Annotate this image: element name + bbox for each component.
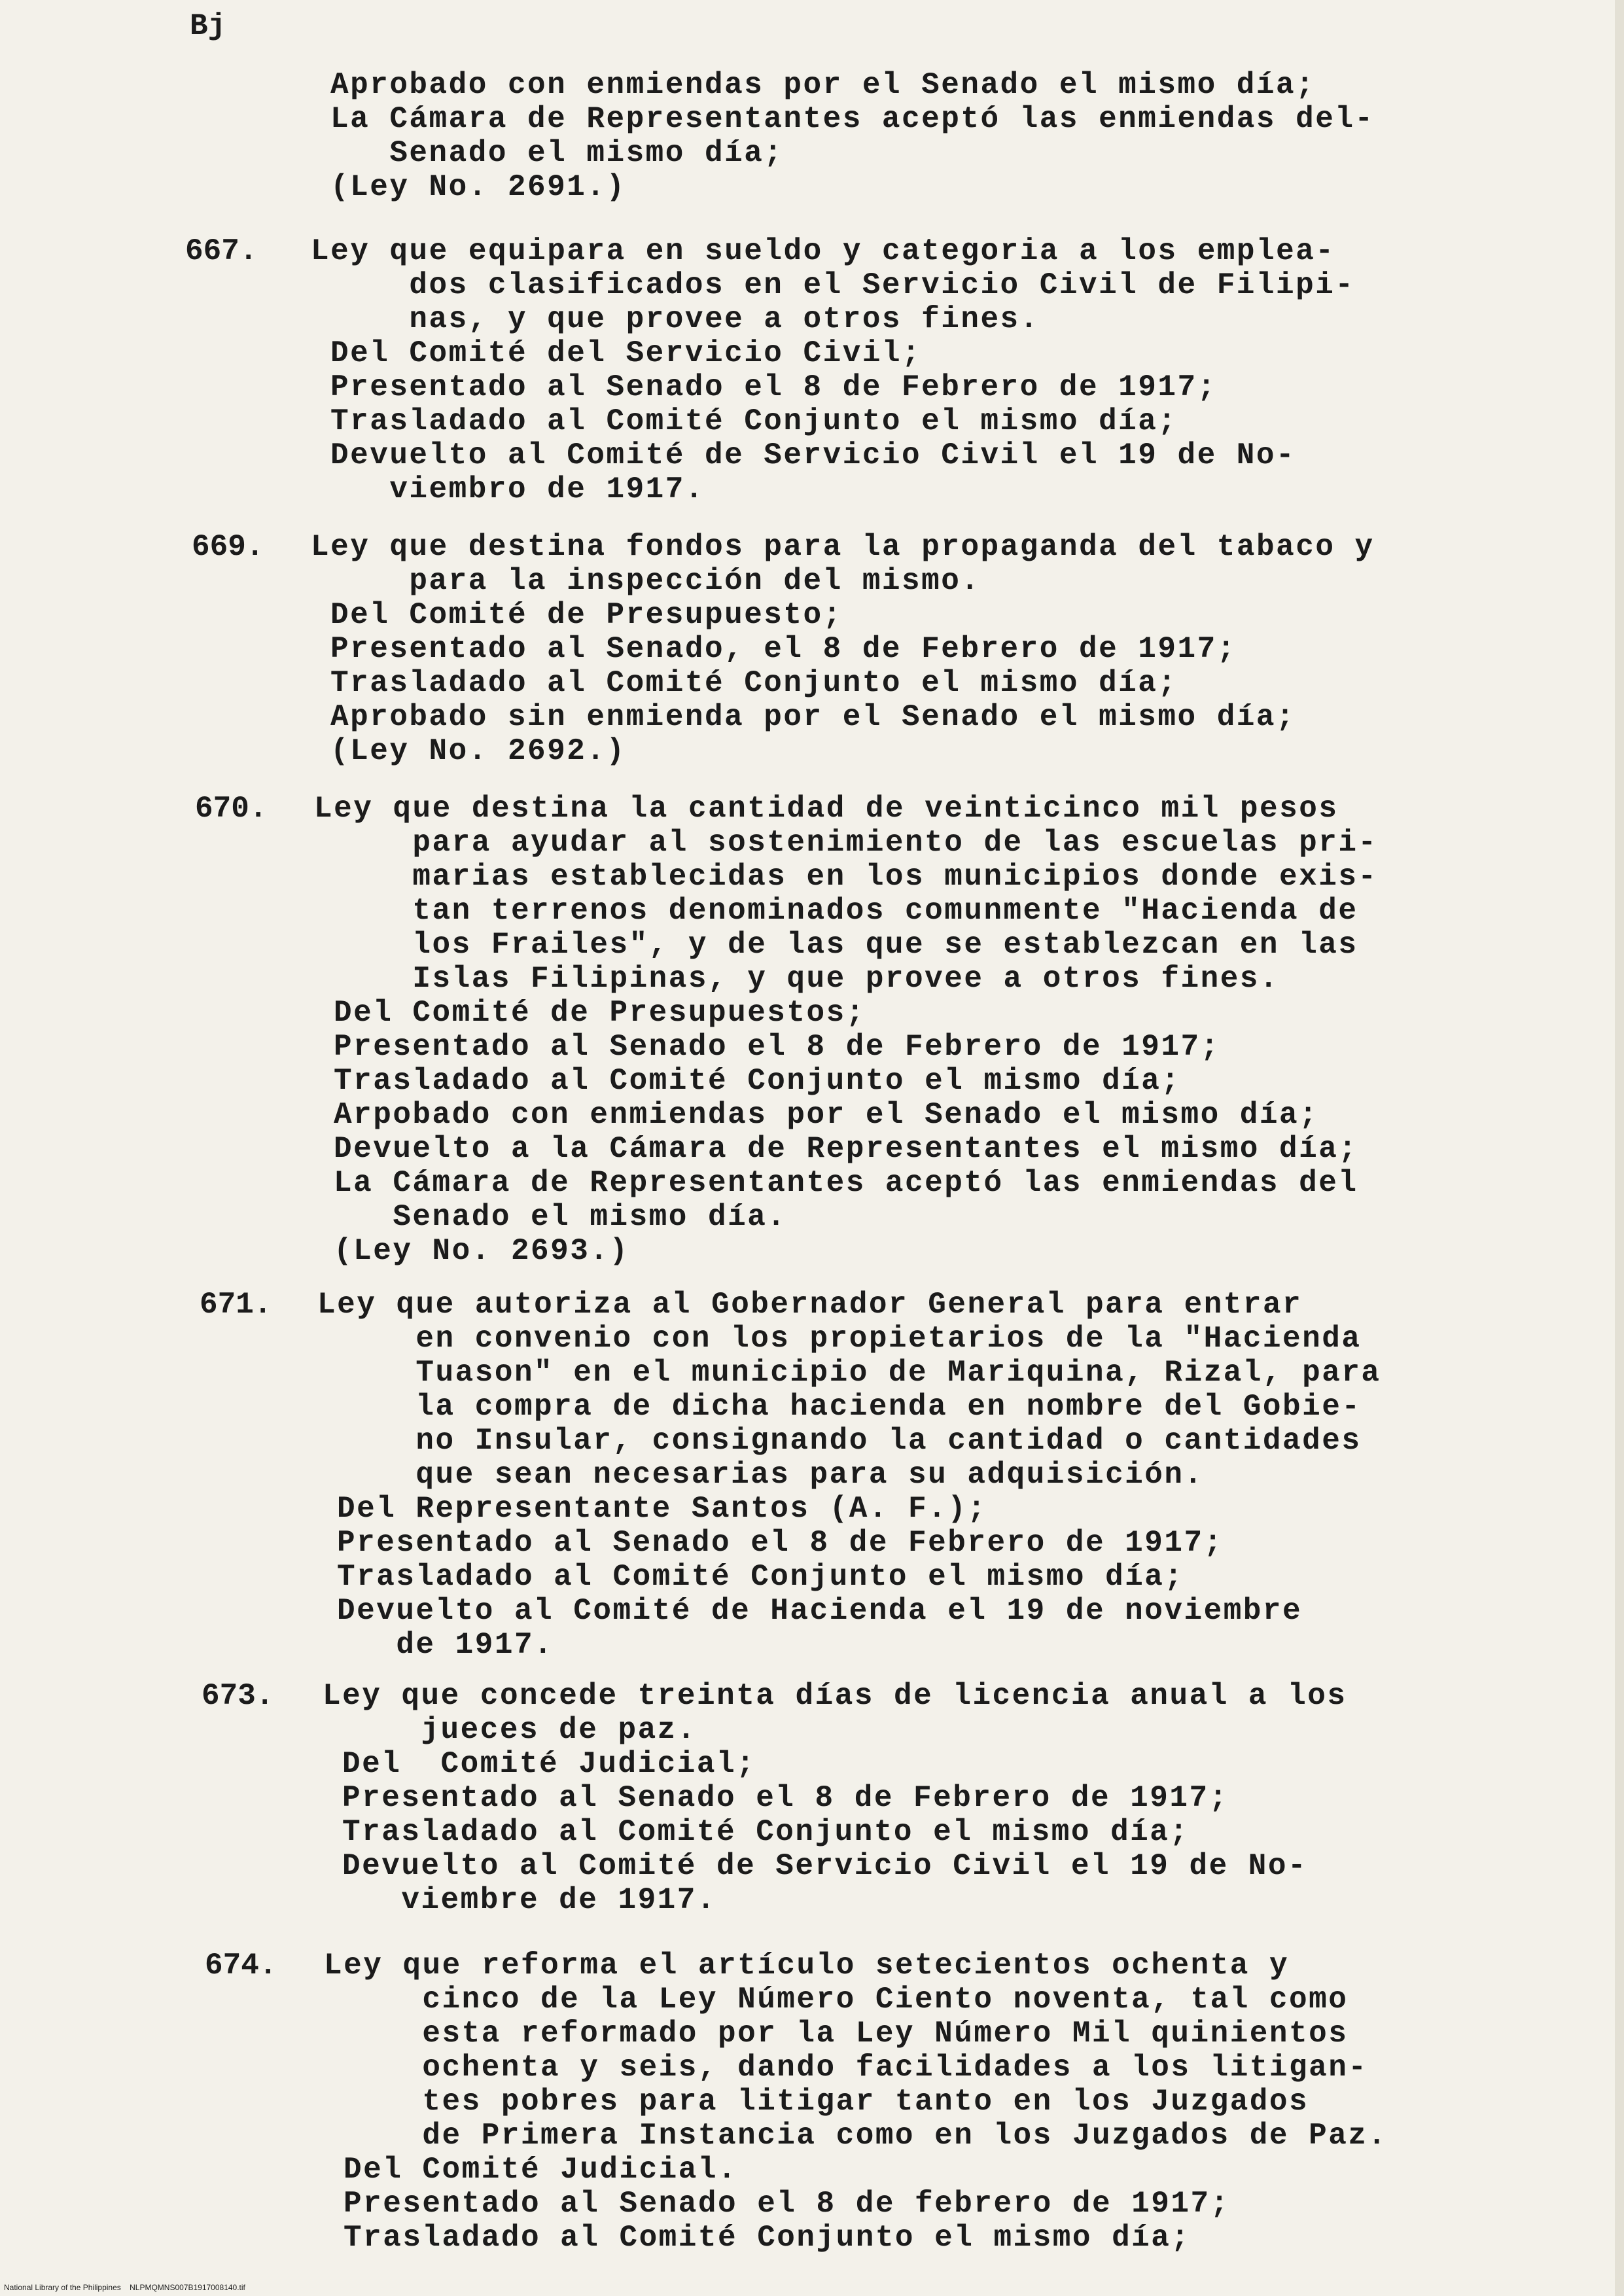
text-line: La Cámara de Representantes aceptó las enmiendas del- xyxy=(330,102,1375,136)
text-line: nas, y que provee a otros fines. xyxy=(330,302,1040,336)
text-line: Del Comité del Servicio Civil; xyxy=(330,336,922,370)
bill-number: 673. xyxy=(202,1679,274,1713)
text-line: viembro de 1917. xyxy=(330,472,705,506)
text-line: Tuason" en el municipio de Mariquina, Rizal, para xyxy=(337,1356,1381,1390)
text-line: Presentado al Senado el 8 de Febrero de 1917; xyxy=(334,1030,1220,1064)
bill-number: 674. xyxy=(205,1949,277,1983)
text-line: Del Comité Judicial; xyxy=(342,1747,756,1781)
footer-credit: National Library of the Philippines NLPMQMNS007B1917008140.tif xyxy=(4,2283,245,2292)
text-line: Del Comité de Presupuestos; xyxy=(334,996,866,1030)
text-line: ochenta y seis, dando facilidades a los litigan- xyxy=(344,2051,1368,2085)
text-line: jueces de paz. xyxy=(342,1713,697,1747)
text-line: La Cámara de Representantes aceptó las enmiendas del xyxy=(334,1166,1358,1200)
text-line: para ayudar al sostenimiento de las escuelas pri- xyxy=(334,826,1378,860)
page-edge xyxy=(1615,0,1624,2296)
text-line: los Frailes", y de las que se establezcan en las xyxy=(334,928,1358,962)
text-line: Senado el mismo día; xyxy=(330,136,784,170)
text-line: no Insular, consignando la cantidad o cantidades xyxy=(337,1424,1362,1458)
text-line: Trasladado al Comité Conjunto el mismo día; xyxy=(330,404,1178,438)
text-line: tan terrenos denominados comunmente "Hacienda de xyxy=(334,894,1358,928)
text-line: Ley que concede treinta días de licencia anual a los xyxy=(323,1679,1347,1713)
text-line: Ley que equipara en sueldo y categoria a los emplea- xyxy=(311,234,1335,268)
text-line: Presentado al Senado el 8 de Febrero de 1917; xyxy=(342,1781,1229,1815)
text-line: Ley que destina fondos para la propaganda del tabaco y xyxy=(311,530,1375,564)
text-line: Del Comité de Presupuesto; xyxy=(330,598,843,632)
text-line: de 1917. xyxy=(337,1628,554,1662)
text-line: Trasladado al Comité Conjunto el mismo día; xyxy=(330,666,1178,700)
text-line: Aprobado sin enmienda por el Senado el mismo día; xyxy=(330,700,1296,734)
text-line: que sean necesarias para su adquisición. xyxy=(337,1458,1204,1492)
text-line: Devuelto al Comité de Servicio Civil el 19 de No- xyxy=(342,1849,1308,1883)
text-line: Presentado al Senado, el 8 de Febrero de 1917; xyxy=(330,632,1237,666)
text-line: Ley que destina la cantidad de veinticinco mil pesos xyxy=(314,792,1339,826)
text-line: cinco de la Ley Número Ciento noventa, tal como xyxy=(344,1983,1349,2017)
text-line: Presentado al Senado el 8 de Febrero de 1917; xyxy=(330,370,1217,404)
text-line: Arpobado con enmiendas por el Senado el mismo día; xyxy=(334,1098,1319,1132)
text-line: Devuelto a la Cámara de Representantes el mismo día; xyxy=(334,1132,1358,1166)
text-line: tes pobres para litigar tanto en los Juzgados xyxy=(344,2085,1309,2119)
bill-number: 671. xyxy=(200,1288,272,1322)
text-line: (Ley No. 2691.) xyxy=(330,170,626,204)
text-line: Trasladado al Comité Conjunto el mismo día; xyxy=(342,1815,1190,1849)
bill-number: 667. xyxy=(185,234,258,268)
text-line: Trasladado al Comité Conjunto el mismo día; xyxy=(337,1560,1184,1594)
text-line: en convenio con los propietarios de la "Hacienda xyxy=(337,1322,1362,1356)
text-line: dos clasificados en el Servicio Civil de Filipi- xyxy=(330,268,1355,302)
text-line: Del Representante Santos (A. F.); xyxy=(337,1492,987,1526)
text-line: Del Comité Judicial. xyxy=(344,2153,738,2187)
text-line: Trasladado al Comité Conjunto el mismo día; xyxy=(344,2221,1191,2255)
text-line: Ley que reforma el artículo setecientos ochenta y xyxy=(324,1949,1290,1983)
text-line: viembre de 1917. xyxy=(342,1883,716,1917)
text-line: (Ley No. 2692.) xyxy=(330,734,626,768)
text-line: Aprobado con enmiendas por el Senado el mismo día; xyxy=(330,68,1316,102)
text-line: Presentado al Senado el 8 de febrero de 1917; xyxy=(344,2187,1230,2221)
text-line: Ley que autoriza al Gobernador General para entrar xyxy=(317,1288,1303,1322)
text-line: Presentado al Senado el 8 de Febrero de 1917; xyxy=(337,1526,1224,1560)
text-line: de Primera Instancia como en los Juzgados de Paz. xyxy=(344,2119,1388,2153)
text-line: para la inspección del mismo. xyxy=(330,564,981,598)
text-line: Devuelto al Comité de Servicio Civil el 19 de No- xyxy=(330,438,1296,472)
text-line: marias establecidas en los municipios donde exis- xyxy=(334,860,1378,894)
text-line: esta reformado por la Ley Número Mil quinientos xyxy=(344,2017,1349,2051)
text-line: Devuelto al Comité de Hacienda el 19 de noviembre xyxy=(337,1594,1303,1628)
text-line: (Ley No. 2693.) xyxy=(334,1234,629,1268)
text-line: la compra de dicha hacienda en nombre del Gobie- xyxy=(337,1390,1362,1424)
bill-number: 670. xyxy=(195,792,268,826)
text-line: Trasladado al Comité Conjunto el mismo día; xyxy=(334,1064,1181,1098)
text-line: Islas Filipinas, y que provee a otros fines. xyxy=(334,962,1280,996)
header-mark: Bj xyxy=(190,9,226,43)
text-line: Senado el mismo día. xyxy=(334,1200,787,1234)
bill-number: 669. xyxy=(192,530,264,564)
